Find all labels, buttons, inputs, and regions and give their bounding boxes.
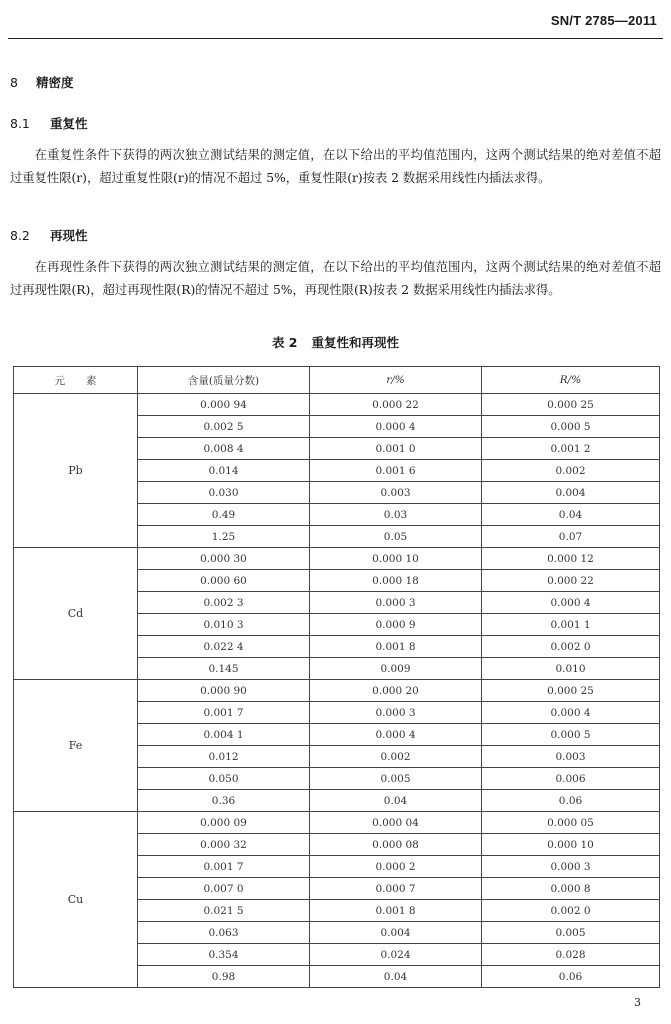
table-caption: 重复性和再现性 xyxy=(311,335,400,350)
r-value-cell: 0.000 18 xyxy=(310,570,482,592)
element-cell: Fe xyxy=(14,680,138,812)
element-cell: Pb xyxy=(14,394,138,548)
section-8-2-number: 8.2 xyxy=(10,228,30,243)
R-value-cell: 0.006 xyxy=(482,768,660,790)
R-value-cell: 0.000 4 xyxy=(482,702,660,724)
content-cell: 0.000 90 xyxy=(138,680,310,702)
section-8-2-heading xyxy=(10,226,88,244)
R-value-cell: 0.000 5 xyxy=(482,416,660,438)
content-cell: 0.021 5 xyxy=(138,900,310,922)
r-value-cell: 0.000 7 xyxy=(310,878,482,900)
r-value-cell: 0.002 xyxy=(310,746,482,768)
R-value-cell: 0.000 25 xyxy=(482,394,660,416)
r-value-cell: 0.000 3 xyxy=(310,702,482,724)
content-cell: 0.49 xyxy=(138,504,310,526)
r-value-cell: 0.024 xyxy=(310,944,482,966)
element-cell: Cd xyxy=(14,548,138,680)
content-cell: 0.002 5 xyxy=(138,416,310,438)
R-value-cell: 0.002 0 xyxy=(482,900,660,922)
table-header-row xyxy=(14,367,660,394)
r-value-cell: 0.000 08 xyxy=(310,834,482,856)
r-value-cell: 0.000 9 xyxy=(310,614,482,636)
content-cell: 0.063 xyxy=(138,922,310,944)
content-cell: 0.36 xyxy=(138,790,310,812)
header-element: 元 素 xyxy=(14,367,138,394)
R-value-cell: 0.002 0 xyxy=(482,636,660,658)
content-cell: 0.354 xyxy=(138,944,310,966)
section-8-1-heading xyxy=(10,114,88,132)
standard-number: SN/T 2785—2011 xyxy=(550,13,657,28)
r-value-cell: 0.005 xyxy=(310,768,482,790)
header-content: 含量(质量分数) xyxy=(138,367,310,394)
R-value-cell: 0.001 2 xyxy=(482,438,660,460)
r-value-cell: 0.000 22 xyxy=(310,394,482,416)
content-cell: 1.25 xyxy=(138,526,310,548)
R-value-cell: 0.07 xyxy=(482,526,660,548)
content-cell: 0.98 xyxy=(138,966,310,988)
r-value-cell: 0.03 xyxy=(310,504,482,526)
content-cell: 0.001 7 xyxy=(138,702,310,724)
content-cell: 0.000 60 xyxy=(138,570,310,592)
R-value-cell: 0.000 3 xyxy=(482,856,660,878)
table-row xyxy=(14,394,660,416)
table-row xyxy=(14,548,660,570)
content-cell: 0.008 4 xyxy=(138,438,310,460)
table-row xyxy=(14,680,660,702)
content-cell: 0.000 94 xyxy=(138,394,310,416)
R-value-cell: 0.000 10 xyxy=(482,834,660,856)
table-row xyxy=(14,812,660,834)
R-value-cell: 0.000 25 xyxy=(482,680,660,702)
header-repeatability: r/% xyxy=(310,367,482,394)
R-value-cell: 0.06 xyxy=(482,966,660,988)
section-8-2-title: 再现性 xyxy=(50,228,88,243)
r-value-cell: 0.000 04 xyxy=(310,812,482,834)
r-value-cell: 0.004 xyxy=(310,922,482,944)
content-cell: 0.004 1 xyxy=(138,724,310,746)
content-cell: 0.012 xyxy=(138,746,310,768)
section-8-1-number: 8.1 xyxy=(10,116,30,131)
R-value-cell: 0.000 12 xyxy=(482,548,660,570)
section-8-1-title: 重复性 xyxy=(50,116,88,131)
content-cell: 0.022 4 xyxy=(138,636,310,658)
R-value-cell: 0.028 xyxy=(482,944,660,966)
table-label: 表 2 xyxy=(271,335,298,350)
content-cell: 0.030 xyxy=(138,482,310,504)
section-8-heading xyxy=(10,73,74,91)
section-8-number: 8 xyxy=(10,75,18,90)
section-8-title: 精密度 xyxy=(36,75,74,90)
r-value-cell: 0.000 20 xyxy=(310,680,482,702)
R-value-cell: 0.005 xyxy=(482,922,660,944)
r-value-cell: 0.001 6 xyxy=(310,460,482,482)
precision-table xyxy=(13,366,660,988)
R-value-cell: 0.000 22 xyxy=(482,570,660,592)
R-value-cell: 0.000 05 xyxy=(482,812,660,834)
R-value-cell: 0.000 4 xyxy=(482,592,660,614)
r-value-cell: 0.001 8 xyxy=(310,900,482,922)
table-body xyxy=(14,394,660,988)
r-value-cell: 0.05 xyxy=(310,526,482,548)
r-value-cell: 0.009 xyxy=(310,658,482,680)
content-cell: 0.000 09 xyxy=(138,812,310,834)
content-cell: 0.000 32 xyxy=(138,834,310,856)
header-rule xyxy=(8,38,663,39)
R-value-cell: 0.001 1 xyxy=(482,614,660,636)
content-cell: 0.002 3 xyxy=(138,592,310,614)
R-value-cell: 0.000 8 xyxy=(482,878,660,900)
r-value-cell: 0.000 4 xyxy=(310,416,482,438)
R-value-cell: 0.06 xyxy=(482,790,660,812)
r-value-cell: 0.04 xyxy=(310,790,482,812)
element-cell: Cu xyxy=(14,812,138,988)
r-value-cell: 0.000 3 xyxy=(310,592,482,614)
header-reproducibility: R/% xyxy=(482,367,660,394)
content-cell: 0.000 30 xyxy=(138,548,310,570)
R-value-cell: 0.000 5 xyxy=(482,724,660,746)
content-cell: 0.001 7 xyxy=(138,856,310,878)
R-value-cell: 0.002 xyxy=(482,460,660,482)
r-value-cell: 0.001 0 xyxy=(310,438,482,460)
table-title xyxy=(0,333,671,351)
content-cell: 0.010 3 xyxy=(138,614,310,636)
page-number: 3 xyxy=(634,996,641,1009)
r-value-cell: 0.000 4 xyxy=(310,724,482,746)
r-value-cell: 0.001 8 xyxy=(310,636,482,658)
r-value-cell: 0.003 xyxy=(310,482,482,504)
r-value-cell: 0.04 xyxy=(310,966,482,988)
R-value-cell: 0.04 xyxy=(482,504,660,526)
r-value-cell: 0.000 2 xyxy=(310,856,482,878)
r-value-cell: 0.000 10 xyxy=(310,548,482,570)
content-cell: 0.014 xyxy=(138,460,310,482)
R-value-cell: 0.010 xyxy=(482,658,660,680)
reproducibility-paragraph: 在再现性条件下获得的两次独立测试结果的测定值，在以下给出的平均值范围内，这两个测试结果的绝对差值不超过再现性限(R)，超过再现性限(R)的情况不超过 5%，再现性限(R)按表 2 数据采用线性内插法求得。 xyxy=(10,260,661,297)
content-cell: 0.145 xyxy=(138,658,310,680)
content-cell: 0.007 0 xyxy=(138,878,310,900)
content-cell: 0.050 xyxy=(138,768,310,790)
R-value-cell: 0.003 xyxy=(482,746,660,768)
repeatability-paragraph: 在重复性条件下获得的两次独立测试结果的测定值，在以下给出的平均值范围内，这两个测试结果的绝对差值不超过重复性限(r)，超过重复性限(r)的情况不超过 5%，重复性限(r)按表 2 数据采用线性内插法求得。 xyxy=(10,148,661,185)
R-value-cell: 0.004 xyxy=(482,482,660,504)
